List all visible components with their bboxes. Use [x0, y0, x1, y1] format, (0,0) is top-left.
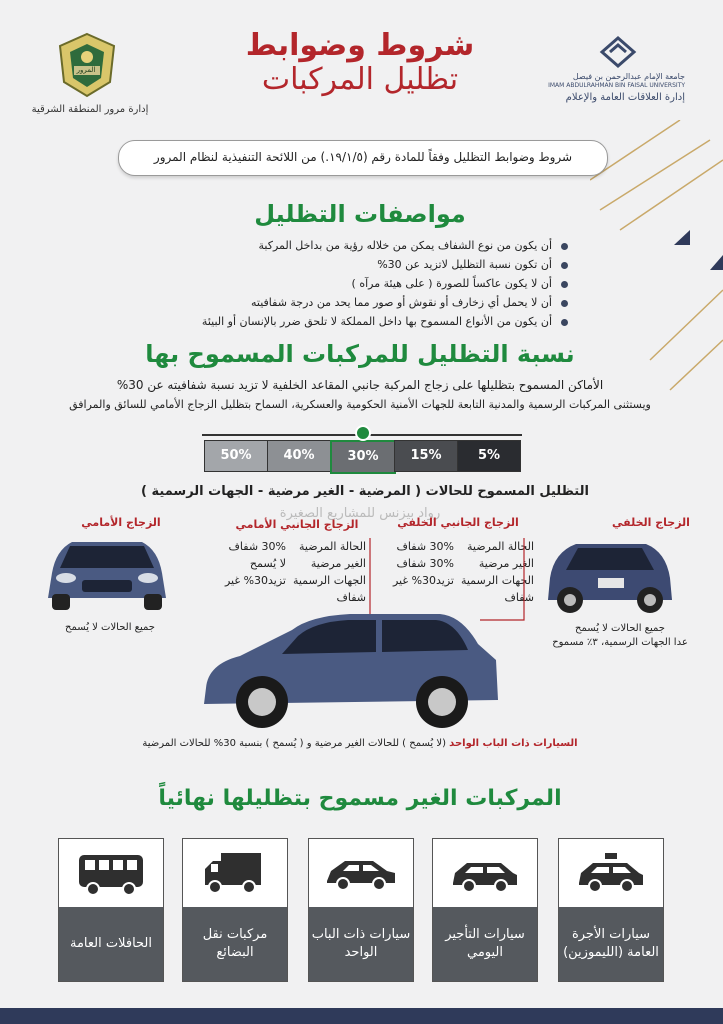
single-door-note-bold: السيارات ذات الباب الواحد — [449, 738, 578, 749]
table-row: الجهات الرسميةتزيد30% غير شفاف — [392, 574, 534, 604]
forbidden-card-rental — [432, 838, 538, 982]
side-rear-glass-label: الزجاج الجانبي الخلفي — [397, 516, 519, 529]
university-name: جامعة الإمام عبدالرحمن بن فيصل — [572, 72, 685, 81]
forbidden-heading: المركبات الغير مسموح بتظليلها نهائياً — [158, 786, 562, 811]
logo-badge-text: المرور — [76, 66, 96, 74]
table-row: الغير مرضيةلا يُسمح — [249, 557, 366, 570]
percentage-box: 50% — [204, 440, 268, 472]
rear-glass-caption — [540, 622, 700, 650]
card-label: سيارات ذات الباب الواحد — [309, 907, 413, 981]
percentage-box: 40% — [267, 440, 331, 472]
single-door-note — [100, 738, 620, 749]
forbidden-card-bus — [58, 838, 164, 982]
rear-caption-line1: جميع الحالات لا يُسمح — [575, 623, 665, 634]
footer-bar — [0, 1008, 723, 1024]
car-front-icon — [42, 528, 172, 613]
car-rear-icon — [542, 534, 677, 616]
card-label: سيارات الأجرة العامة (الليموزين) — [559, 907, 663, 981]
traffic-department-logo — [52, 30, 122, 100]
list-item: أن يكون من الأنواع المسموح بها داخل المملكة لا تلحق ضرر بالإنسان أو البيئة — [150, 312, 570, 331]
truck-icon — [183, 839, 287, 907]
allowed-cases-heading: التظليل المسموح للحالات ( المرضية - الغير مرضية - الجهات الرسمية ) — [141, 484, 589, 499]
percentage-description: الأماكن المسموح بتظليلها على زجاج المركبة جانبي المقاعد الخلفية لا تزيد نسبة شفافيته عن 30% — [116, 378, 604, 392]
watermark: رواد بيزنس للمشاريع الصغيرة — [279, 506, 441, 521]
specs-list — [150, 236, 570, 331]
selected-percentage-marker — [355, 425, 371, 441]
rear-glass-label: الزجاج الخلفي — [612, 516, 690, 529]
percentage-box: 15% — [394, 440, 458, 472]
list-item: أن تكون نسبة التظليل لاتزيد عن 30% — [150, 255, 570, 274]
university-logo-icon — [598, 34, 638, 70]
taxi-icon — [559, 839, 663, 907]
bus-icon — [59, 839, 163, 907]
specs-heading: مواصفات التظليل — [254, 200, 466, 228]
list-item: أن لا يكون عاكساً للصورة ( على هيئة مرآه ) — [150, 274, 570, 293]
car-icon — [309, 839, 413, 907]
percentage-box-selected: 30% — [330, 440, 396, 474]
table-row: الحالة المرضية30% شفاف — [228, 540, 366, 553]
table-row: الغير مرضية30% شفاف — [396, 557, 534, 570]
front-glass-caption: جميع الحالات لا يُسمح — [65, 622, 155, 633]
card-label: مركبات نقل البضائع — [183, 907, 287, 981]
percentage-heading: نسبة التظليل للمركبات المسموح بها — [145, 340, 575, 368]
list-item: أن لا يحمل أي زخارف أو نقوش أو صور مما يحد من درجة شفافيته — [150, 293, 570, 312]
percentage-exception: ويستثنى المركبات الرسمية والمدنية التابعة للجهات الأمنية الحكومية والعسكرية، السماح بتظليل الزجاج الأمامي للسائق والمرافق — [69, 398, 651, 411]
front-glass-label: الزجاج الأمامي — [81, 516, 161, 529]
page-title: شروط وضوابط — [245, 28, 475, 63]
card-label: الحافلات العامة — [59, 907, 163, 981]
university-department: إدارة العلاقات العامة والإعلام — [565, 92, 685, 103]
table-row: الحالة المرضية30% شفاف — [396, 540, 534, 553]
intro-text: شروط وضوابط التظليل وفقاً للمادة رقم (١٩/١/٥.) من اللائحة التنفيذية لنظام المرور — [153, 150, 573, 164]
page-subtitle: تظليل المركبات — [261, 62, 459, 97]
car-icon — [433, 839, 537, 907]
list-item: أن يكون من نوع الشفاف يمكن من خلاله رؤية من بداخل المركبة — [150, 236, 570, 255]
percentage-box: 5% — [457, 440, 521, 472]
rear-caption-line2: عدا الجهات الرسمية، ٣٪ مسموح — [552, 637, 688, 648]
side-front-glass-label: الزجاج الجانبي الأمامي — [235, 518, 359, 531]
forbidden-card-taxi — [558, 838, 664, 982]
card-label: سيارات التأجير اليومي — [433, 907, 537, 981]
car-side-icon — [200, 604, 500, 734]
university-name-en: IMAM ABDULRAHMAN BIN FAISAL UNIVERSITY — [548, 82, 685, 89]
left-logo-caption: إدارة مرور المنطقة الشرقية — [31, 104, 149, 115]
table-row: الجهات الرسميةتزيد30% غير شفاف — [224, 574, 366, 604]
single-door-note-text: (لا يُسمح ) للحالات الغير مرضية و ( يُسمح ) بنسبة 30% للحالات المرضية — [142, 738, 446, 749]
forbidden-card-truck — [182, 838, 288, 982]
forbidden-card-single-door — [308, 838, 414, 982]
decorative-lines — [590, 120, 723, 420]
side-front-table — [196, 538, 366, 606]
intro-banner — [118, 140, 608, 176]
